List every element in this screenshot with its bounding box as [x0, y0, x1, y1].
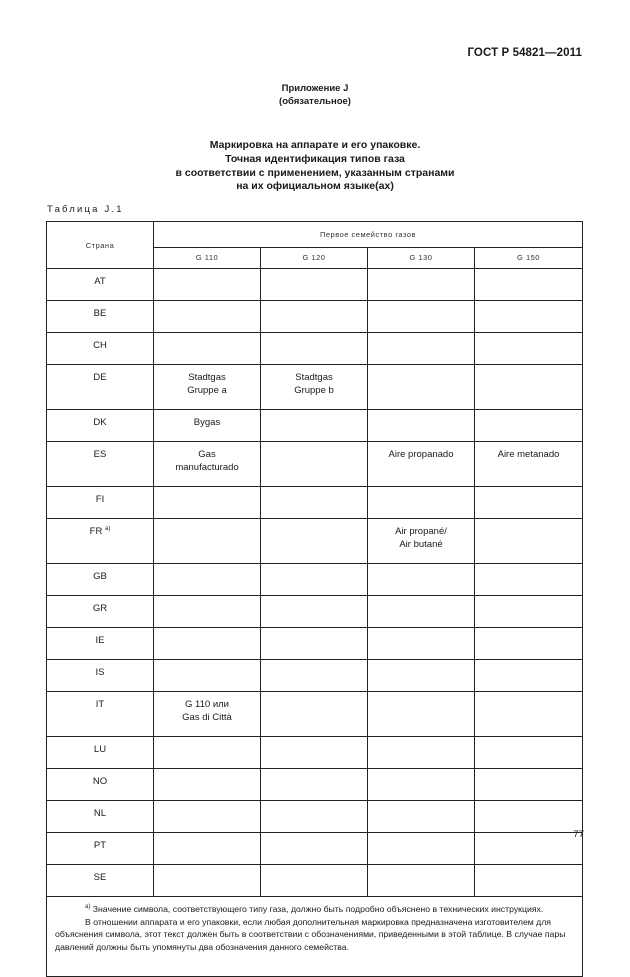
- gas-designation-cell: [475, 692, 583, 737]
- gas-designation-cell: [475, 519, 583, 564]
- country-cell: [47, 365, 154, 410]
- section-title-line: Маркировка на аппарате и его упаковке.: [209, 139, 421, 151]
- gas-family-header: Первое семейство газов: [154, 222, 583, 248]
- gas-designation-cell: [154, 365, 261, 410]
- country-code: PT: [93, 840, 107, 851]
- country-cell: [47, 628, 154, 660]
- gas-designation-cell: [154, 564, 261, 596]
- table-row: [47, 519, 583, 564]
- gas-designation-text: manufacturado: [175, 462, 239, 473]
- standard-code: ГОСТ Р 54821—2011: [467, 47, 582, 59]
- gas-designation-cell: [475, 487, 583, 519]
- table-row: [47, 737, 583, 769]
- table-row: [47, 865, 583, 897]
- country-cell: [47, 519, 154, 564]
- gas-designation-text: Gas: [198, 449, 216, 460]
- table-row: [47, 442, 583, 487]
- country-column-header: Страна: [47, 222, 154, 269]
- country-code: GR: [92, 603, 108, 614]
- gas-designation-text: Stadtgas: [188, 372, 226, 383]
- gas-designation-cell: [475, 628, 583, 660]
- gas-marking-table-container: [46, 221, 582, 977]
- gas-designation-cell: [261, 660, 368, 692]
- footnote-reference: a): [104, 526, 111, 532]
- country-cell: [47, 692, 154, 737]
- gas-designation-cell: [154, 801, 261, 833]
- country-code: NL: [93, 808, 107, 819]
- gas-designation-cell: [368, 865, 475, 897]
- gas-designation-cell: [475, 442, 583, 487]
- country-cell: [47, 333, 154, 365]
- gas-designation-cell: [368, 487, 475, 519]
- gas-designation-cell: [475, 596, 583, 628]
- section-title-line: в соответствии с применением, указанным странами: [175, 166, 455, 179]
- gas-designation-cell: [154, 596, 261, 628]
- gas-designation-cell: [261, 269, 368, 301]
- gas-designation-cell: [368, 301, 475, 333]
- gas-designation-cell: [154, 301, 261, 333]
- table-row: [47, 833, 583, 865]
- gas-designation-cell: [368, 628, 475, 660]
- section-title: [0, 139, 630, 194]
- gas-designation-cell: [154, 269, 261, 301]
- gas-designation-cell: [261, 737, 368, 769]
- gas-designation-cell: [475, 564, 583, 596]
- country-cell: [47, 660, 154, 692]
- column-header-g130: G 130: [368, 247, 475, 268]
- country-code: BE: [93, 308, 107, 319]
- gas-designation-cell: [261, 692, 368, 737]
- gas-designation-cell: [261, 865, 368, 897]
- gas-designation-cell: [368, 564, 475, 596]
- annex-title: Приложение J: [281, 83, 349, 94]
- gas-designation-cell: [154, 769, 261, 801]
- country-code: LU: [93, 744, 107, 755]
- country-code: DK: [93, 417, 107, 428]
- footnote-a: [55, 903, 575, 916]
- gas-designation-cell: [261, 769, 368, 801]
- country-code: IE: [95, 635, 105, 646]
- gas-designation-text: Gas di Città: [182, 712, 232, 723]
- gas-designation-cell: [154, 737, 261, 769]
- gas-designation-text: Gruppe a: [187, 385, 227, 396]
- country-code: AT: [94, 276, 106, 287]
- gas-designation-cell: [368, 801, 475, 833]
- gas-designation-cell: [261, 564, 368, 596]
- gas-designation-text: Gruppe b: [294, 385, 334, 396]
- column-header-g120: G 120: [261, 247, 368, 268]
- table-row: [47, 769, 583, 801]
- footnote-marker: a): [85, 904, 91, 910]
- table-row: [47, 660, 583, 692]
- gas-designation-cell: [154, 692, 261, 737]
- table-row: [47, 564, 583, 596]
- gas-designation-cell: [261, 833, 368, 865]
- gas-designation-cell: [475, 269, 583, 301]
- country-code: IS: [95, 667, 105, 678]
- section-title-line: на их официальном языке(ах): [236, 180, 394, 193]
- gas-designation-cell: [475, 333, 583, 365]
- footnote-paragraph: В отношении аппарата и его упаковки, если любая дополнительная маркировка предназначена изготовителем для объяснения символа, этот текст должен быть в соответствии с обозначениями, приведенными в этой таблице. В случае пары давлений должны быть упомянуты два обозначения данного семейства.: [55, 916, 566, 952]
- column-header-g150: G 150: [475, 247, 583, 268]
- gas-designation-text: Stadtgas: [295, 372, 333, 383]
- gas-designation-cell: [475, 660, 583, 692]
- country-code: IT: [95, 699, 105, 710]
- gas-designation-cell: [154, 628, 261, 660]
- country-cell: [47, 801, 154, 833]
- gas-designation-cell: [261, 487, 368, 519]
- gas-designation-text: Aire propanado: [388, 449, 454, 460]
- gas-designation-cell: [261, 442, 368, 487]
- annex-heading: [0, 82, 630, 108]
- footnote-a-text: Значение символа, соответствующего типу газа, должно быть подробно объяснено в технических инструкциях.: [90, 904, 544, 914]
- country-code: GB: [93, 571, 107, 582]
- country-cell: [47, 737, 154, 769]
- country-code: SE: [93, 872, 107, 883]
- annex-status: (обязательное): [279, 96, 351, 107]
- table-body: [47, 269, 583, 897]
- gas-designation-cell: [475, 865, 583, 897]
- country-code: NO: [92, 776, 108, 787]
- section-title-line: Точная идентификация типов газа: [225, 152, 405, 165]
- column-header-g110: G 110: [154, 247, 261, 268]
- gas-designation-cell: [368, 596, 475, 628]
- gas-designation-cell: [154, 442, 261, 487]
- table-row: [47, 333, 583, 365]
- gas-designation-cell: [154, 833, 261, 865]
- gas-designation-cell: [475, 365, 583, 410]
- gas-designation-cell: [154, 519, 261, 564]
- gas-designation-text: Aire metanado: [497, 449, 560, 460]
- gas-designation-cell: [368, 442, 475, 487]
- gas-designation-text: Air propané/: [395, 526, 447, 537]
- table-row: [47, 628, 583, 660]
- gas-designation-cell: [368, 737, 475, 769]
- country-code: DE: [93, 372, 107, 383]
- table-row: [47, 801, 583, 833]
- gas-designation-cell: [261, 333, 368, 365]
- gas-designation-text: Bygas: [193, 417, 221, 428]
- country-cell: [47, 410, 154, 442]
- page-number: 77: [573, 829, 584, 840]
- gas-designation-cell: [368, 519, 475, 564]
- country-cell: [47, 442, 154, 487]
- country-code: FI: [95, 494, 105, 505]
- gas-designation-cell: [368, 410, 475, 442]
- gas-designation-text: G 110 или: [185, 699, 229, 710]
- country-code: ES: [93, 449, 107, 460]
- country-code: CH: [93, 340, 107, 351]
- country-cell: [47, 301, 154, 333]
- gas-designation-cell: [475, 769, 583, 801]
- country-cell: [47, 487, 154, 519]
- country-cell: [47, 564, 154, 596]
- gas-designation-cell: [154, 660, 261, 692]
- gas-designation-cell: [368, 833, 475, 865]
- gas-designation-cell: [261, 519, 368, 564]
- table-row: [47, 596, 583, 628]
- table-row: [47, 269, 583, 301]
- gas-designation-cell: [368, 269, 475, 301]
- gas-designation-cell: [475, 833, 583, 865]
- gas-marking-table: [46, 221, 583, 977]
- table-row: [47, 487, 583, 519]
- gas-designation-cell: [261, 301, 368, 333]
- table-caption: Таблица J.1: [47, 204, 124, 215]
- gas-designation-cell: [154, 333, 261, 365]
- country-code: FR: [89, 526, 103, 537]
- gas-designation-cell: [154, 865, 261, 897]
- gas-designation-cell: [368, 692, 475, 737]
- country-cell: [47, 865, 154, 897]
- gas-designation-text: Air butané: [399, 539, 443, 550]
- table-footnote: [47, 897, 583, 977]
- gas-designation-cell: [475, 801, 583, 833]
- country-cell: [47, 769, 154, 801]
- gas-designation-cell: [368, 365, 475, 410]
- gas-designation-cell: [261, 801, 368, 833]
- gas-designation-cell: [261, 628, 368, 660]
- gas-designation-cell: [475, 410, 583, 442]
- gas-designation-cell: [154, 487, 261, 519]
- gas-designation-cell: [368, 333, 475, 365]
- table-row: [47, 301, 583, 333]
- table-row: [47, 410, 583, 442]
- gas-designation-cell: [368, 660, 475, 692]
- table-row: [47, 365, 583, 410]
- country-cell: [47, 269, 154, 301]
- gas-designation-cell: [475, 737, 583, 769]
- country-cell: [47, 596, 154, 628]
- gas-designation-cell: [154, 410, 261, 442]
- gas-designation-cell: [261, 410, 368, 442]
- gas-designation-cell: [475, 301, 583, 333]
- table-row: [47, 692, 583, 737]
- gas-designation-cell: [368, 769, 475, 801]
- gas-designation-cell: [261, 596, 368, 628]
- country-cell: [47, 833, 154, 865]
- gas-designation-cell: [261, 365, 368, 410]
